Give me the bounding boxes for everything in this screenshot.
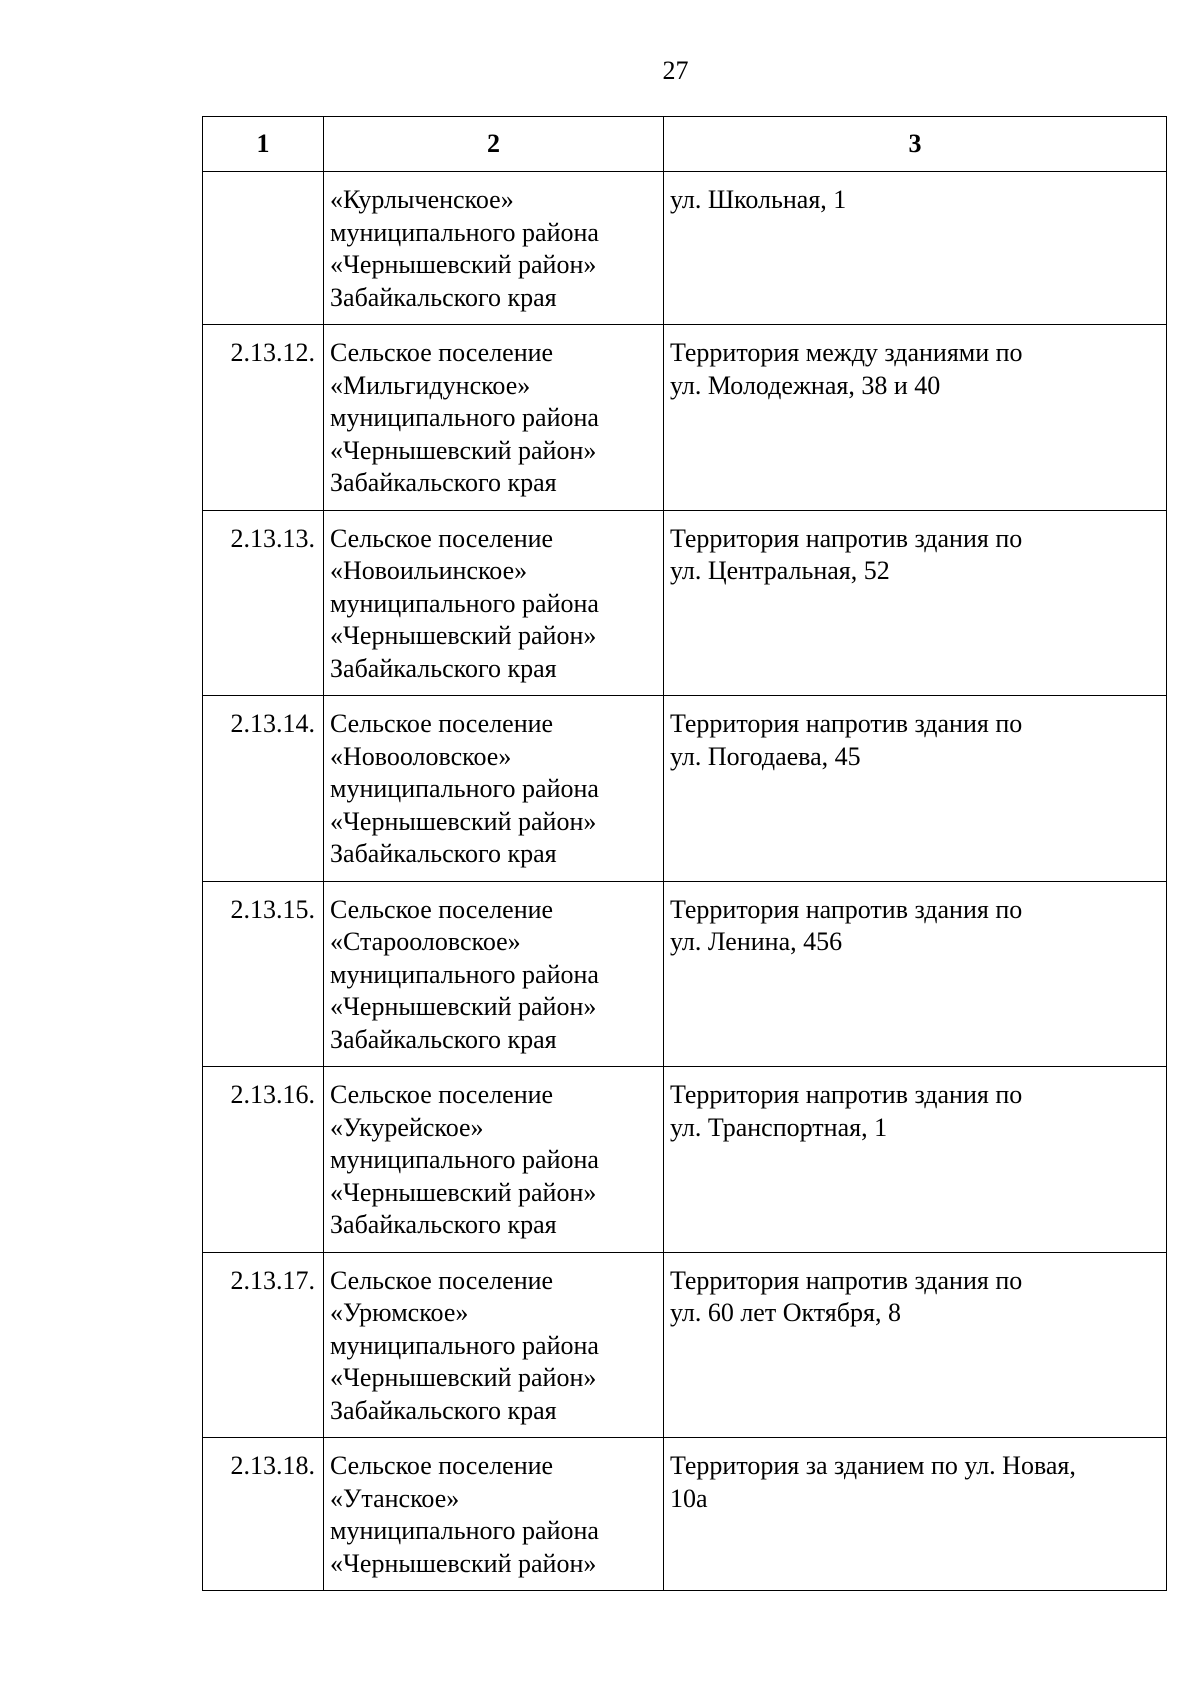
- settlement-line: муниципального района: [330, 403, 599, 432]
- item-number-cell: 2.13.12.: [203, 325, 324, 511]
- settlement-line: «Старооловское»: [330, 927, 521, 956]
- settlement-line: муниципального района: [330, 1145, 599, 1174]
- settlement-cell: [324, 510, 664, 696]
- settlement-line: «Утанское»: [330, 1483, 460, 1513]
- settlement-line: муниципального района: [330, 1516, 599, 1545]
- location-cell: [664, 172, 1167, 325]
- location-line: ул. Школьная, 1: [670, 185, 847, 214]
- location-line: ул. 60 лет Октября, 8: [670, 1298, 901, 1327]
- location-line: Территория напротив здания по: [670, 1080, 1023, 1109]
- settlement-cell: [324, 172, 664, 325]
- column-header-1: 1: [203, 117, 324, 172]
- table-row: [203, 1067, 1167, 1253]
- table-row: [203, 325, 1167, 511]
- settlement-line: «Чернышевский район»: [330, 1177, 597, 1207]
- settlement-line: Сельское поселение: [330, 1265, 554, 1295]
- settlement-line: муниципального района: [330, 217, 599, 247]
- location-line: Территория напротив здания по: [670, 523, 1023, 553]
- location-cell: [664, 1438, 1167, 1591]
- location-line: ул. Ленина, 456: [670, 927, 843, 956]
- item-number-cell: 2.13.15.: [203, 881, 324, 1067]
- settlement-line: «Чернышевский район»: [330, 435, 597, 465]
- column-header-2: 2: [324, 117, 664, 172]
- location-line: 10а: [670, 1483, 708, 1513]
- location-line: Территория за зданием по ул. Новая,: [670, 1451, 1076, 1480]
- table-row: [203, 1252, 1167, 1438]
- settlement-line: «Укурейское»: [330, 1112, 484, 1142]
- settlement-line: Забайкальского края: [330, 468, 557, 497]
- location-cell: [664, 510, 1167, 696]
- location-cell: [664, 1067, 1167, 1253]
- settlement-line: Сельское поселение: [330, 1451, 554, 1480]
- settlement-line: «Мильгидунское»: [330, 370, 531, 400]
- settlement-line: «Чернышевский район»: [330, 806, 597, 836]
- location-line: Территория между зданиями по: [670, 338, 1023, 367]
- location-line: Территория напротив здания по: [670, 1265, 1023, 1295]
- settlement-line: муниципального района: [330, 1330, 599, 1360]
- settlement-line: «Новоильинское»: [330, 556, 528, 585]
- table-row: [203, 1438, 1167, 1591]
- settlement-line: Сельское поселение: [330, 709, 554, 738]
- item-number-cell: 2.13.16.: [203, 1067, 324, 1253]
- settlement-line: Сельское поселение: [330, 523, 554, 553]
- settlement-line: «Чернышевский район»: [330, 1548, 597, 1578]
- location-cell: [664, 1252, 1167, 1438]
- settlement-line: Сельское поселение: [330, 338, 554, 367]
- settlement-line: «Чернышевский район»: [330, 621, 597, 650]
- settlement-line: Сельское поселение: [330, 1080, 554, 1109]
- settlement-line: муниципального района: [330, 588, 599, 618]
- settlement-cell: [324, 1252, 664, 1438]
- settlement-line: «Чернышевский район»: [330, 992, 597, 1021]
- item-number-cell: 2.13.17.: [203, 1252, 324, 1438]
- item-number-cell: [203, 172, 324, 325]
- location-line: ул. Транспортная, 1: [670, 1112, 888, 1142]
- settlement-line: «Новооловское»: [330, 741, 512, 771]
- table-header: [203, 117, 1167, 172]
- location-cell: [664, 696, 1167, 882]
- item-number-cell: 2.13.13.: [203, 510, 324, 696]
- settlement-cell: [324, 881, 664, 1067]
- table-row: [203, 172, 1167, 325]
- page-number: 27: [662, 56, 689, 85]
- settlement-line: «Чернышевский район»: [330, 250, 597, 279]
- settlement-line: Забайкальского края: [330, 653, 557, 683]
- settlement-cell: [324, 1067, 664, 1253]
- settlement-line: Забайкальского края: [330, 1395, 557, 1425]
- table-row: [203, 696, 1167, 882]
- settlement-line: Забайкальского края: [330, 282, 557, 312]
- location-line: ул. Погодаева, 45: [670, 741, 861, 771]
- table-row: [203, 881, 1167, 1067]
- document-table: [202, 116, 1167, 1591]
- settlement-line: Забайкальского края: [330, 1024, 557, 1054]
- item-number-cell: 2.13.18.: [203, 1438, 324, 1591]
- settlement-line: муниципального района: [330, 774, 599, 803]
- location-cell: [664, 881, 1167, 1067]
- table-row: [203, 510, 1167, 696]
- settlement-cell: [324, 1438, 664, 1591]
- location-cell: [664, 325, 1167, 511]
- settlement-line: «Курлыченское»: [330, 185, 514, 214]
- settlement-line: Забайкальского края: [330, 839, 557, 868]
- settlement-line: «Урюмское»: [330, 1298, 469, 1327]
- item-number-cell: 2.13.14.: [203, 696, 324, 882]
- column-header-3: 3: [664, 117, 1167, 172]
- header-row: [203, 117, 1167, 172]
- settlement-cell: [324, 696, 664, 882]
- location-line: Территория напротив здания по: [670, 894, 1023, 924]
- settlement-cell: [324, 325, 664, 511]
- settlement-line: Сельское поселение: [330, 894, 554, 924]
- settlement-line: «Чернышевский район»: [330, 1363, 597, 1392]
- location-line: ул. Центральная, 52: [670, 556, 890, 585]
- location-line: Территория напротив здания по: [670, 709, 1023, 738]
- table-body: [203, 172, 1167, 1591]
- location-line: ул. Молодежная, 38 и 40: [670, 370, 941, 400]
- settlement-line: Забайкальского края: [330, 1210, 557, 1239]
- settlement-line: муниципального района: [330, 959, 599, 989]
